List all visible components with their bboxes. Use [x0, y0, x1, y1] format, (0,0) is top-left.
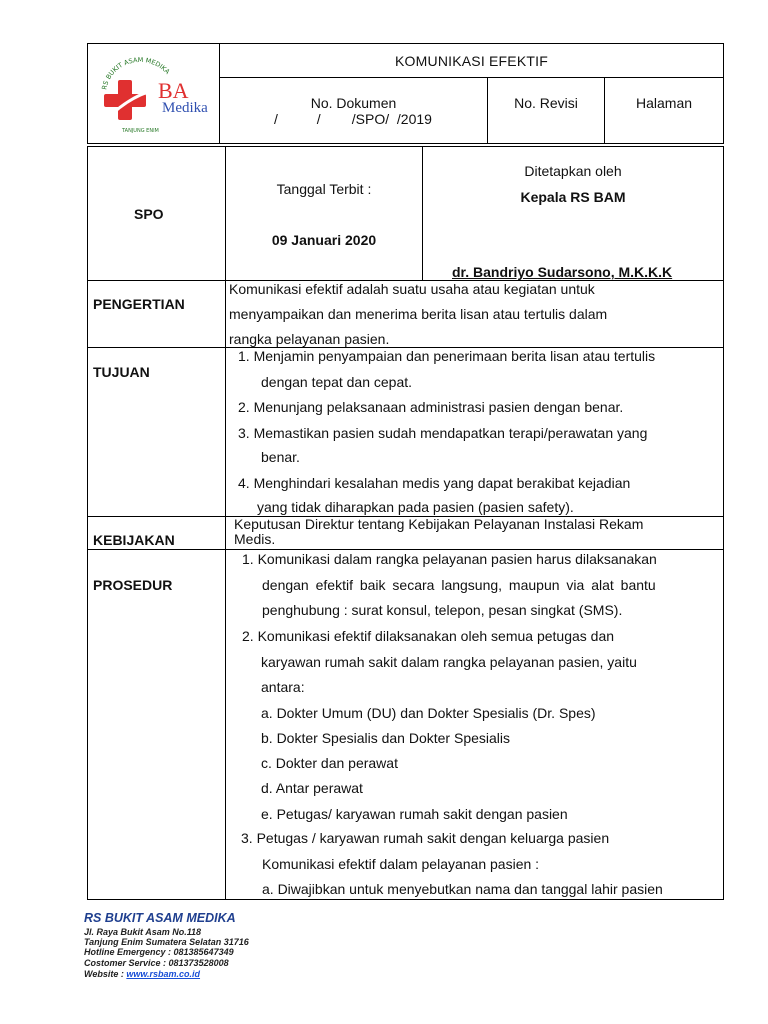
- tujuan-label: TUJUAN: [93, 364, 150, 380]
- footer-address-1: Jl. Raya Bukit Asam No.118: [84, 927, 202, 937]
- prosedur-label: PROSEDUR: [93, 577, 173, 593]
- header-divider-title: [219, 77, 724, 78]
- prosedur-line: a. Diwajibkan untuk menyebutkan nama dan tanggal lahir pasien: [262, 881, 663, 897]
- prosedur-line: c. Dokter dan perawat: [261, 755, 398, 771]
- spo-label: SPO: [134, 206, 164, 222]
- pengertian-line: Komunikasi efektif adalah suatu usaha atau kegiatan untuk: [229, 281, 595, 297]
- table-col-divider: [225, 146, 226, 900]
- header-border-top: [87, 43, 724, 44]
- pengertian-line: menyampaikan dan menerima berita lisan atau tertulis dalam: [229, 306, 608, 322]
- halaman-label: Halaman: [635, 95, 693, 111]
- prosedur-line: 2. Komunikasi efektif dilaksanakan oleh semua petugas dan: [242, 628, 615, 644]
- logo-location-text: TANJUNG ENIM: [122, 128, 159, 134]
- tanggal-terbit-value: 09 Januari 2020: [271, 232, 377, 248]
- prosedur-line: a. Dokter Umum (DU) dan Dokter Spesialis (Dr. Spes): [261, 705, 596, 721]
- pengertian-line: rangka pelayanan pasien.: [229, 331, 390, 347]
- ditetapkan-label: Ditetapkan oleh: [524, 163, 622, 179]
- table-border-top: [87, 146, 724, 147]
- logo-medika-text: Medika: [162, 100, 208, 116]
- logo-ring-text: RS BUKIT ASAM MEDIKA: [100, 55, 172, 91]
- no-revisi-label: No. Revisi: [514, 95, 578, 111]
- prosedur-line: karyawan rumah sakit dalam rangka pelayanan pasien, yaitu: [261, 654, 637, 670]
- kebijakan-line: Keputusan Direktur tentang Kebijakan Pelayanan Instalasi Rekam: [234, 516, 644, 532]
- row-divider-kebijakan: [87, 549, 724, 550]
- pengertian-label: PENGERTIAN: [93, 296, 185, 312]
- prosedur-line: 1. Komunikasi dalam rangka pelayanan pasien harus dilaksanakan: [242, 551, 657, 567]
- prosedur-line: b. Dokter Spesialis dan Dokter Spesialis: [261, 730, 511, 746]
- prosedur-line: dengan efektif baik secara langsung, maupun via alat bantu: [262, 577, 656, 593]
- footer-website-link[interactable]: www.rsbam.co.id: [126, 969, 201, 979]
- document-title: KOMUNIKASI EFEKTIF: [395, 53, 548, 69]
- footer-website: [84, 969, 200, 980]
- kepala-label: Kepala RS BAM: [520, 189, 626, 205]
- tujuan-line: dengan tepat dan cepat.: [261, 374, 413, 390]
- prosedur-line: antara:: [261, 679, 305, 695]
- header-border-left: [87, 43, 88, 144]
- tanggal-terbit-label: Tanggal Terbit :: [276, 181, 372, 197]
- tujuan-line: 2. Menunjang pelaksanaan administrasi pasien dengan benar.: [238, 399, 624, 415]
- prosedur-line: penghubung : surat konsul, telepon, pesan singkat (SMS).: [262, 602, 623, 618]
- logo-ba-text: BA: [158, 78, 189, 103]
- table-border-left: [87, 146, 88, 900]
- signer-name: dr. Bandriyo Sudarsono, M.K.K.K: [452, 264, 673, 280]
- table-border-bottom: [87, 899, 724, 900]
- footer-address-2: Tanjung Enim Sumatera Selatan 31716: [84, 937, 249, 947]
- header-border-bottom: [87, 143, 724, 144]
- kebijakan-line: Medis.: [234, 531, 276, 547]
- hospital-logo: [92, 50, 216, 138]
- tujuan-line: 4. Menghindari kesalahan medis yang dapat berakibat kejadian: [238, 475, 631, 491]
- header-border-right: [723, 43, 724, 144]
- footer-hospital-name: RS BUKIT ASAM MEDIKA: [84, 911, 236, 925]
- prosedur-line: e. Petugas/ karyawan rumah sakit dengan pasien: [261, 806, 568, 822]
- tujuan-line: benar.: [261, 449, 300, 465]
- footer-service: Costomer Service : 081373528008: [84, 958, 229, 968]
- footer-website-label: Website :: [84, 969, 127, 979]
- prosedur-line: d. Antar perawat: [261, 780, 363, 796]
- tujuan-line: 1. Menjamin penyampaian dan penerimaan berita lisan atau tertulis: [238, 348, 656, 364]
- tujuan-line: 3. Memastikan pasien sudah mendapatkan terapi/perawatan yang: [238, 425, 648, 441]
- prosedur-line: 3. Petugas / karyawan rumah sakit dengan keluarga pasien: [241, 830, 610, 846]
- no-dokumen-value: / / /SPO/ /2019: [274, 111, 432, 127]
- kebijakan-label: KEBIJAKAN: [93, 532, 175, 548]
- footer-hotline: Hotline Emergency : 081385647349: [84, 947, 234, 957]
- table-border-right: [723, 146, 724, 900]
- prosedur-line: Komunikasi efektif dalam pelayanan pasien :: [262, 856, 540, 872]
- no-dokumen-label: No. Dokumen: [310, 95, 397, 111]
- tujuan-line: yang tidak diharapkan pada pasien (pasien safety).: [257, 499, 574, 515]
